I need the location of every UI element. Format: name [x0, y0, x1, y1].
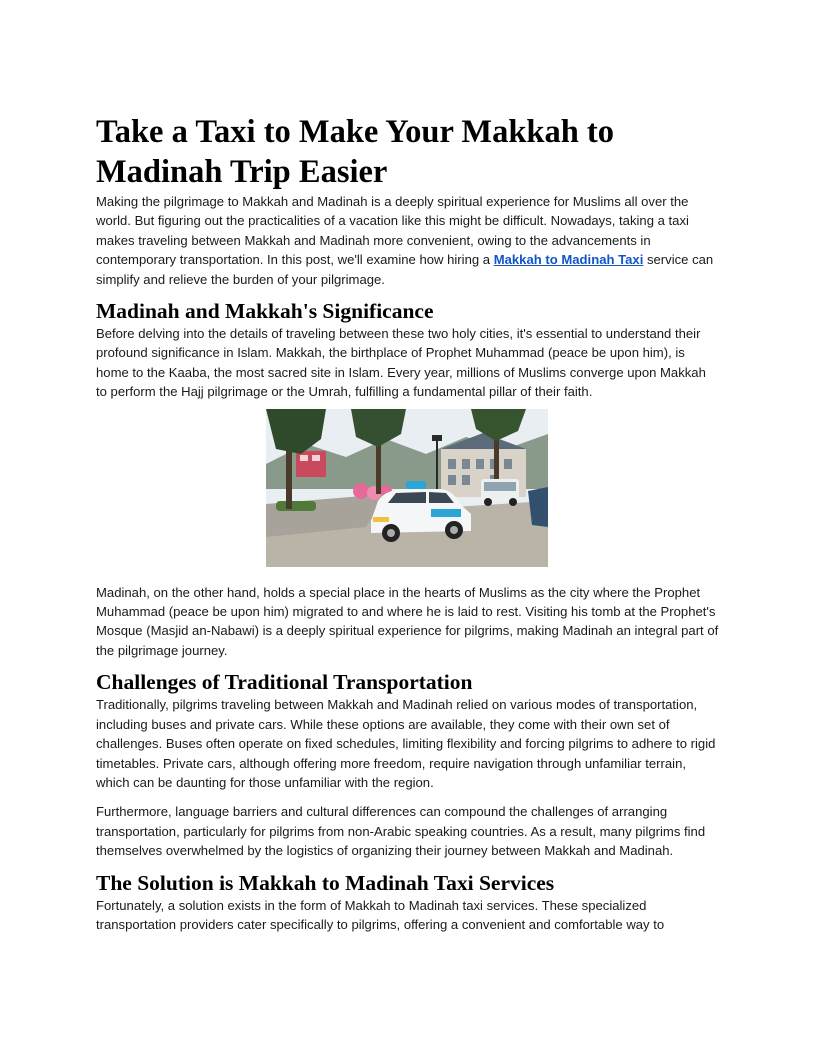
section-heading-solution: The Solution is Makkah to Madinah Taxi Services	[96, 870, 555, 895]
challenges-paragraph-2: Furthermore, language barriers and cultural differences can compound the challenges of arranging transportation, particularly for pilgrims from non-Arabic speaking countries. As a result, many pilgrims find themselves overwhelmed by the logistics of organizing their journey between Makkah and Madinah.	[96, 804, 706, 859]
section-heading-challenges: Challenges of Traditional Transportation	[96, 670, 473, 695]
significance-paragraph-1: Before delving into the details of traveling between these two holy cities, it's essential to understand their profound significance in Islam. Makkah, the birthplace of Prophet Muhammad (peace be upon him), is home to the Kaaba, the most sacred site in Islam. Every year, millions of Muslims converge upon Makkah to perform the Hajj pilgrimage or the Umrah, fulfilling a fundamental pillar of their faith.	[96, 326, 706, 400]
makkah-to-madinah-taxi-link[interactable]: Makkah to Madinah Taxi	[493, 252, 644, 268]
intro-text-before-link: Making the pilgrimage to Makkah and Madinah is a deeply spiritual experience for Muslims all over the world. But figuring out the practicalities of a vacation like this might be difficult. Nowadays, taking a taxi makes traveling between Makkah and Madinah more convenient, owing to the advancements in contemporary transportation. In this post, we'll examine how hiring a	[96, 194, 689, 268]
solution-paragraph-1: Fortunately, a solution exists in the form of Makkah to Madinah taxi services. These specialized transportation providers cater specifically to pilgrims, offering a convenient and comfortable way to	[96, 897, 665, 932]
page-title: Take a Taxi to Make Your Makkah to Madinah Trip Easier	[96, 114, 615, 190]
intro-text-after-link: service can simplify and relieve the burden of your pilgrimage.	[96, 252, 714, 287]
intro-paragraph	[96, 192, 720, 289]
figure-container	[96, 409, 720, 583]
significance-paragraph-2: Madinah, on the other hand, holds a special place in the hearts of Muslims as the city where the Prophet Muhammad (peace be upon him) migrated to and where he is laid to rest. Visiting his tomb at the Prophet's Mosque (Masjid an-Nabawi) is a deeply spiritual experience for pilgrims, making Madinah an integral part of the pilgrimage journey.	[96, 584, 719, 658]
section-heading-significance: Madinah and Makkah's Significance	[96, 299, 434, 324]
document-page	[96, 112, 720, 934]
challenges-paragraph-1: Traditionally, pilgrims traveling between Makkah and Madinah relied on various modes of transportation, including buses and private cars. While these options are available, they come with their own set of challenges. Buses often operate on fixed schedules, limiting flexibility and forcing pilgrims to adhere to rigid timetables. Private cars, although offering more freedom, require navigation through unfamiliar terrain, which can be daunting for those unfamiliar with the region.	[96, 697, 716, 790]
taxi-street-photo	[266, 409, 548, 567]
